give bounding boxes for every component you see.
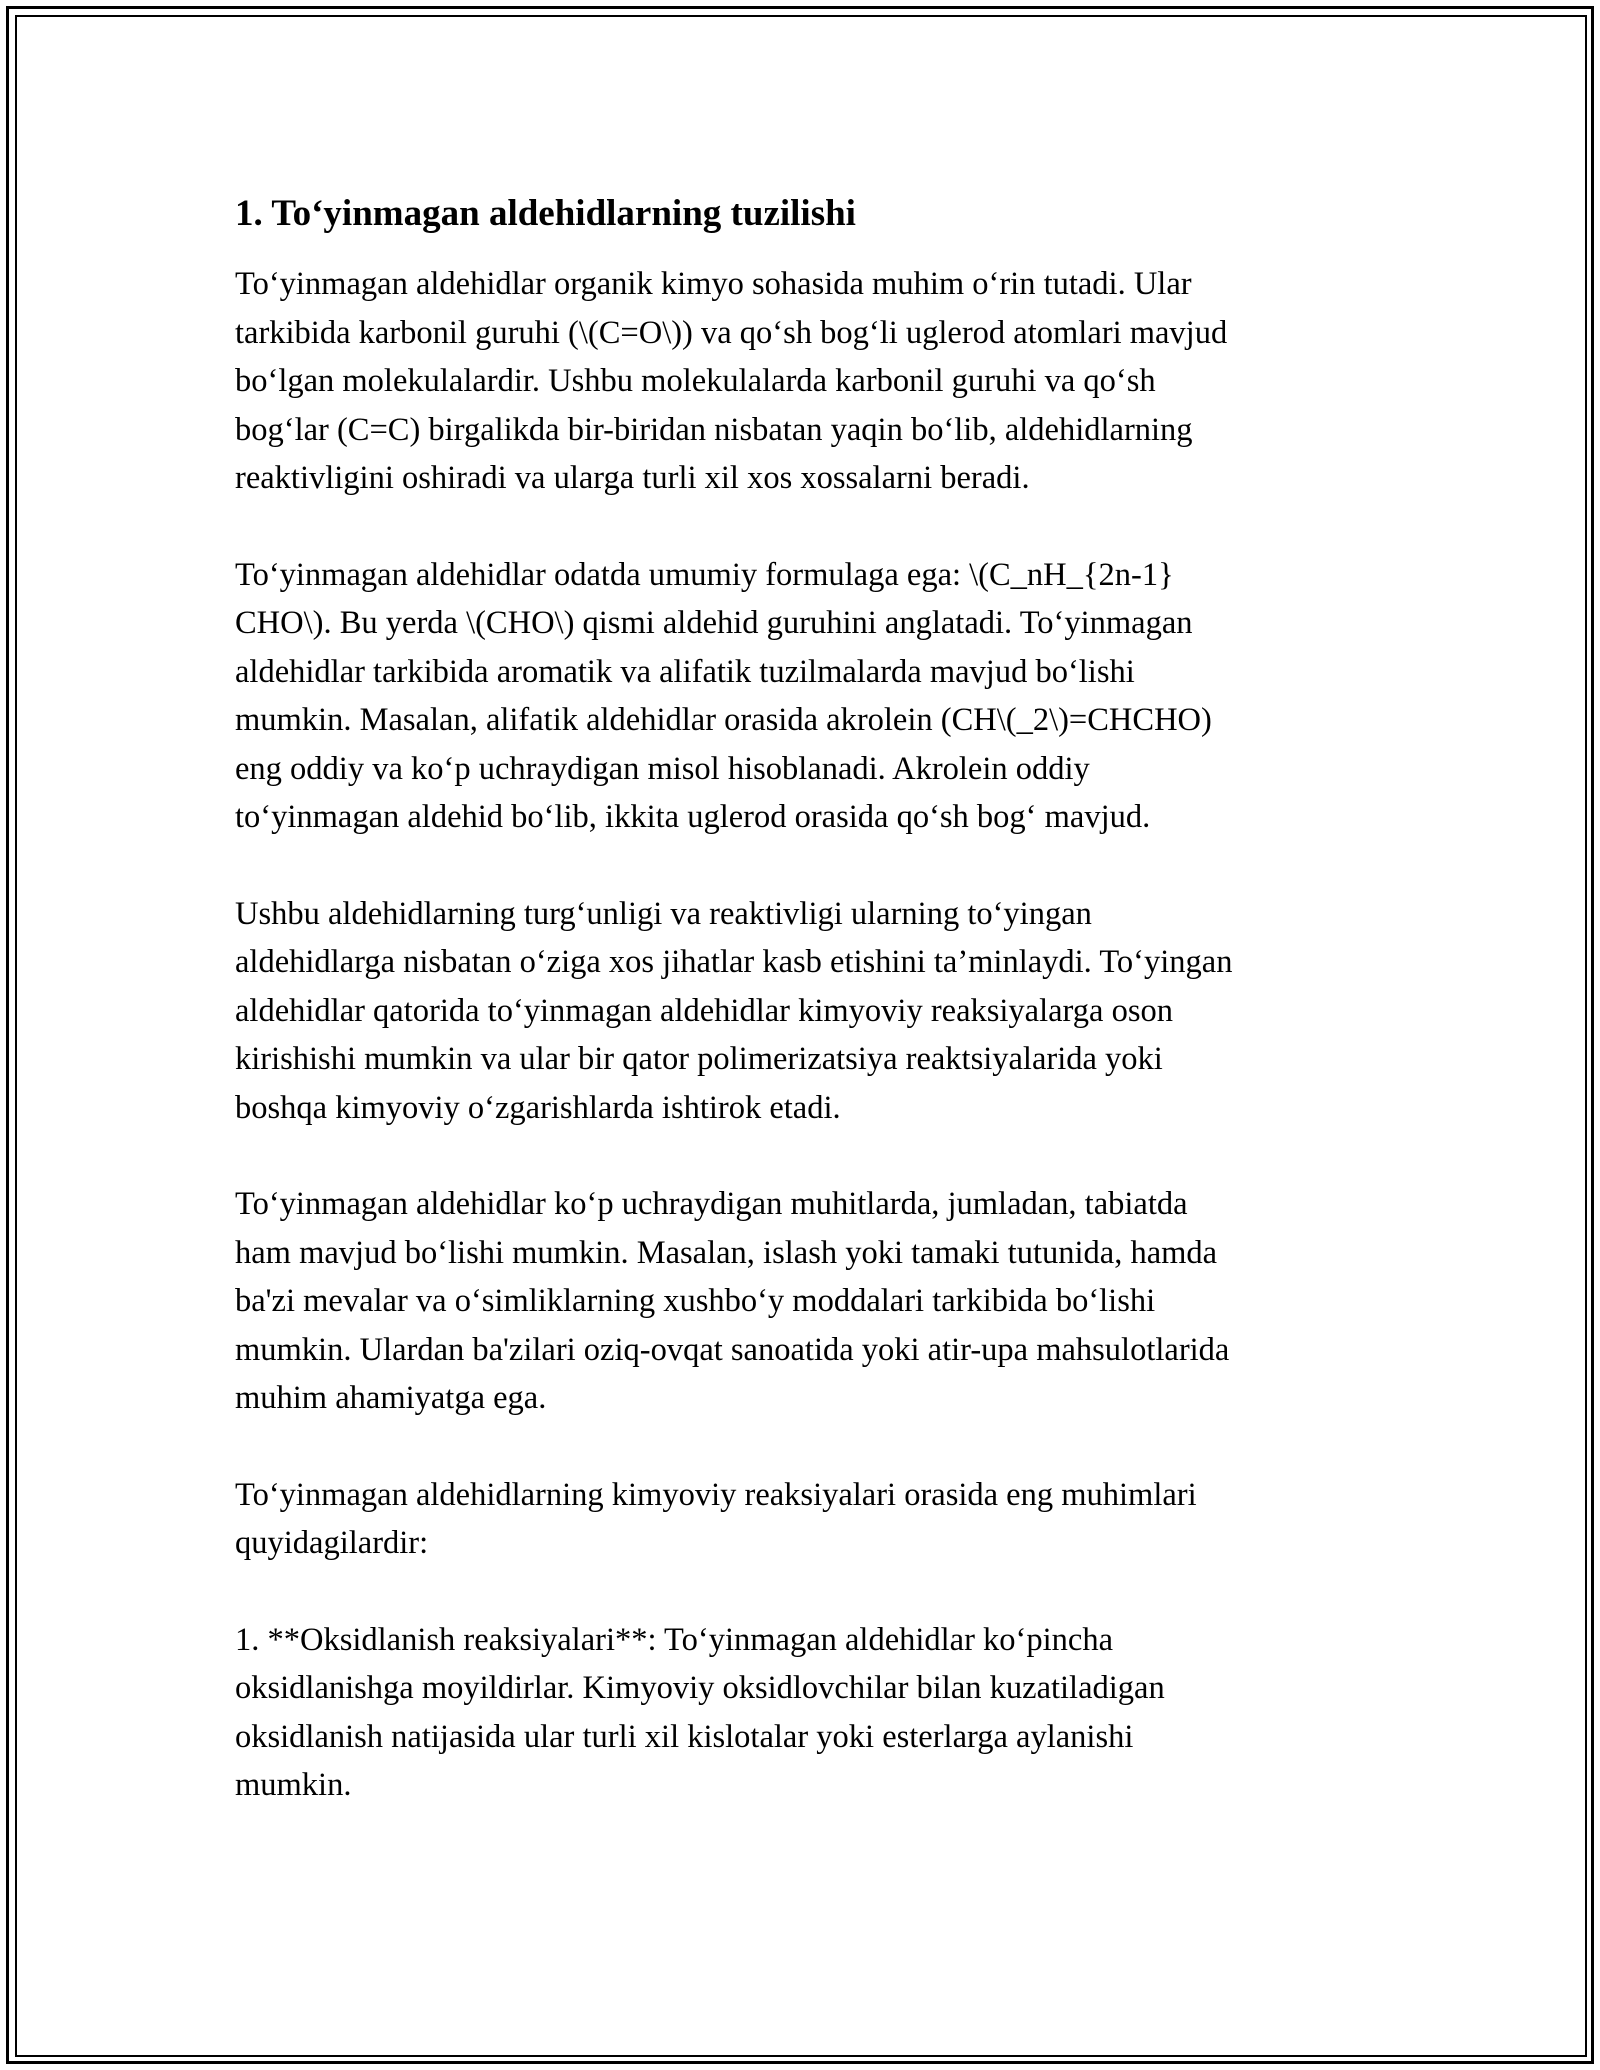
text-line: ba'zi mevalar va o‘simliklarning xushbo‘y moddalari tarkibida bo‘lishi xyxy=(235,1283,1156,1320)
text-line: aldehidlarga nisbatan o‘ziga xos jihatlar kasb etishini ta’minlaydi. To‘yingan xyxy=(235,944,1233,981)
paragraph-occurrence xyxy=(235,1180,1375,1423)
text-line: To‘yinmagan aldehidlar ko‘p uchraydigan muhitlarda, jumladan, tabiatda xyxy=(235,1186,1188,1223)
text-line: mumkin. Masalan, alifatik aldehidlar orasida akrolein (CH\(_2\)=CHCHO) xyxy=(235,702,1212,739)
document-body xyxy=(235,180,1375,1858)
text-line: quyidagilardir: xyxy=(235,1525,429,1562)
text-line: kirishishi mumkin va ular bir qator polimerizatsiya reaktsiyalarida yoki xyxy=(235,1041,1163,1078)
text-line: mumkin. xyxy=(235,1767,352,1804)
text-line: aldehidlar qatorida to‘yinmagan aldehidlar kimyoviy reaksiyalarga oson xyxy=(235,992,1173,1029)
paragraph-reactions-intro xyxy=(235,1471,1375,1568)
text-line: boshqa kimyoviy o‘zgarishlarda ishtirok etadi. xyxy=(235,1089,841,1126)
text-line: eng oddiy va ko‘p uchraydigan misol hisoblanadi. Akrolein oddiy xyxy=(235,750,1090,787)
text-line: to‘yinmagan aldehid bo‘lib, ikkita uglerod orasida qo‘sh bog‘ mavjud. xyxy=(235,799,1151,836)
text-line: 1. **Oksidlanish reaksiyalari**: To‘yinmagan aldehidlar ko‘pincha xyxy=(235,1621,1114,1658)
text-line: To‘yinmagan aldehidlar odatda umumiy formulaga ega: \(C_nH_{2n-1} xyxy=(235,556,1174,593)
list-item-oxidation xyxy=(235,1616,1375,1810)
paragraph-formula xyxy=(235,551,1375,842)
text-line: oksidlanish natijasida ular turli xil kislotalar yoki esterlarga aylanishi xyxy=(235,1718,1134,1755)
text-line: reaktivligini oshiradi va ularga turli xil xos xossalarni beradi. xyxy=(235,460,1030,497)
text-line: aldehidlar tarkibida aromatik va alifatik tuzilmalarda mavjud bo‘lishi xyxy=(235,653,1135,690)
text-line: CHO\). Bu yerda \(CHO\) qismi aldehid guruhini anglatadi. To‘yinmagan xyxy=(235,605,1193,642)
text-line: To‘yinmagan aldehidlarning kimyoviy reaksiyalari orasida eng muhimlari xyxy=(235,1476,1197,1513)
text-line: mumkin. Ulardan ba'zilari oziq-ovqat sanoatida yoki atir-upa mahsulotlarida xyxy=(235,1331,1230,1368)
text-line: ham mavjud bo‘lishi mumkin. Masalan, islash yoki tamaki tutunida, hamda xyxy=(235,1234,1218,1271)
section-heading: 1. To‘yinmagan aldehidlarning tuzilishi xyxy=(235,193,856,234)
text-line: bog‘lar (C=C) birgalikda bir-biridan nisbatan yaqin bo‘lib, aldehidlarning xyxy=(235,411,1193,448)
text-line: bo‘lgan molekulalardir. Ushbu molekulalarda karbonil guruhi va qo‘sh xyxy=(235,363,1156,400)
text-line: muhim ahamiyatga ega. xyxy=(235,1380,547,1417)
text-line: Ushbu aldehidlarning turg‘unligi va reaktivligi ularning to‘yingan xyxy=(235,895,1092,932)
paragraph-structure xyxy=(235,260,1375,503)
paragraph-reactivity xyxy=(235,890,1375,1133)
text-line: oksidlanishga moyildirlar. Kimyoviy oksidlovchilar bilan kuzatiladigan xyxy=(235,1670,1165,1707)
text-line: tarkibida karbonil guruhi (\(C=O\)) va qo‘sh bog‘li uglerod atomlari mavjud xyxy=(235,314,1228,351)
text-line: To‘yinmagan aldehidlar organik kimyo sohasida muhim o‘rin tutadi. Ular xyxy=(235,266,1192,303)
